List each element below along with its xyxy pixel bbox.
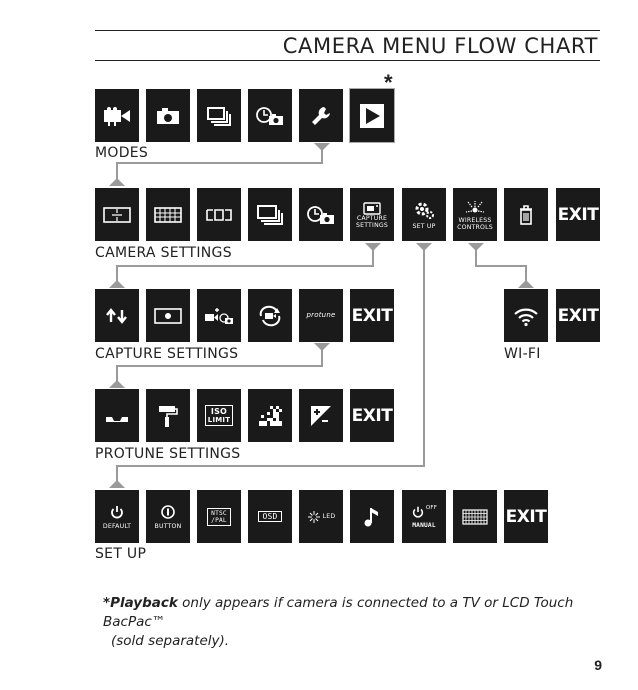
iso-limit-box	[205, 405, 233, 426]
button-label: BUTTON	[154, 522, 182, 530]
multi-shot-icon[interactable]	[248, 188, 292, 241]
sound-note-icon[interactable]	[350, 490, 394, 543]
protune-label: protune	[306, 311, 336, 319]
section-label-protune-settings: PROTUNE SETTINGS	[95, 446, 241, 462]
exit-label: EXIT	[351, 305, 393, 326]
ntsc-label: NTSC	[211, 509, 227, 517]
section-label-capture-settings: CAPTURE SETTINGS	[95, 346, 239, 362]
set-up-label: SET UP	[412, 222, 436, 230]
led-tile[interactable]	[299, 490, 343, 543]
set-up-tile[interactable]	[402, 188, 446, 241]
looping-video-icon[interactable]	[248, 289, 292, 342]
protune-tile[interactable]	[299, 289, 343, 342]
exit-button-wifi[interactable]	[556, 289, 600, 342]
time-lapse-mode-icon[interactable]	[248, 89, 292, 142]
time-lapse-interval-icon[interactable]	[299, 188, 343, 241]
footnote-line-1-text: only appears if camera is connected to a TV or LCD Touch BacPac™	[103, 595, 574, 630]
wireless-controls-label-1: WIRELESS	[458, 216, 492, 224]
ntsc-pal-tile[interactable]	[197, 490, 241, 543]
burst-mode-icon[interactable]	[197, 89, 241, 142]
capture-settings-label-1: CAPTURE	[356, 214, 388, 222]
footnote-line-2: (sold separately).	[111, 633, 230, 649]
led-burst-icon	[307, 510, 321, 524]
exposure-compensation-icon[interactable]	[299, 389, 343, 442]
exit-button-set-up[interactable]	[504, 490, 548, 543]
section-label-wifi: WI-FI	[504, 346, 541, 362]
playback-asterisk: *	[384, 70, 393, 95]
spot-meter-grid-icon[interactable]	[146, 188, 190, 241]
exit-label: EXIT	[351, 405, 393, 426]
wrench-settings-icon[interactable]	[299, 89, 343, 142]
osd-tile[interactable]	[248, 490, 292, 543]
upside-down-orientation-icon[interactable]	[95, 188, 139, 241]
spot-meter-icon[interactable]	[146, 289, 190, 342]
exit-button-capture-settings[interactable]	[350, 289, 394, 342]
section-label-camera-settings: CAMERA SETTINGS	[95, 245, 232, 261]
section-label-modes: MODES	[95, 145, 149, 161]
led-label: LED	[322, 513, 336, 520]
video-mode-icon[interactable]	[95, 89, 139, 142]
exit-label: EXIT	[557, 204, 599, 225]
footnote-bold-playback: Playback	[110, 595, 178, 611]
grid-icon[interactable]	[453, 490, 497, 543]
orientation-arrows-icon[interactable]	[95, 289, 139, 342]
capture-settings-tile[interactable]	[350, 188, 394, 241]
pal-label: /PAL	[211, 516, 227, 524]
manual-off-group	[411, 505, 437, 519]
limit-label: LIMIT	[207, 416, 231, 424]
exit-label: EXIT	[505, 506, 547, 527]
one-button-tile[interactable]	[146, 490, 190, 543]
default-mode-tile[interactable]	[95, 490, 139, 543]
led-group	[307, 510, 336, 524]
off-label: OFF	[425, 504, 438, 511]
photo-mode-icon[interactable]	[146, 89, 190, 142]
exit-button-protune-settings[interactable]	[350, 389, 394, 442]
exit-label: EXIT	[557, 305, 599, 326]
osd-label: OSD	[258, 511, 281, 522]
wireless-controls-tile[interactable]	[453, 188, 497, 241]
footnote-line-1	[103, 594, 603, 632]
playback-mode-icon[interactable]	[350, 89, 394, 142]
trash-delete-icon[interactable]	[504, 188, 548, 241]
white-balance-icon[interactable]	[95, 389, 139, 442]
page-number: 9	[594, 657, 602, 673]
playback-footnote	[103, 594, 603, 651]
page-title: CAMERA MENU FLOW CHART	[282, 34, 598, 58]
iso-label: ISO	[210, 407, 228, 416]
power-icon	[411, 505, 425, 519]
section-label-set-up: SET UP	[95, 546, 147, 562]
video-photo-combo-icon[interactable]	[197, 289, 241, 342]
ntsc-pal-box	[207, 508, 231, 526]
iso-limit-tile[interactable]	[197, 389, 241, 442]
footnote-asterisk: *	[103, 595, 111, 611]
color-paint-roller-icon[interactable]	[146, 389, 190, 442]
wireless-controls-label-2: CONTROLS	[457, 223, 493, 231]
manual-off-tile[interactable]	[402, 490, 446, 543]
exit-button-camera-settings[interactable]	[556, 188, 600, 241]
manual-label: MANUAL	[412, 521, 436, 529]
wifi-icon[interactable]	[504, 289, 548, 342]
capture-settings-label-2: SETTINGS	[355, 221, 389, 229]
field-of-view-icon[interactable]	[197, 188, 241, 241]
default-label: DEFAULT	[102, 522, 132, 530]
sharpness-checker-icon[interactable]	[248, 389, 292, 442]
